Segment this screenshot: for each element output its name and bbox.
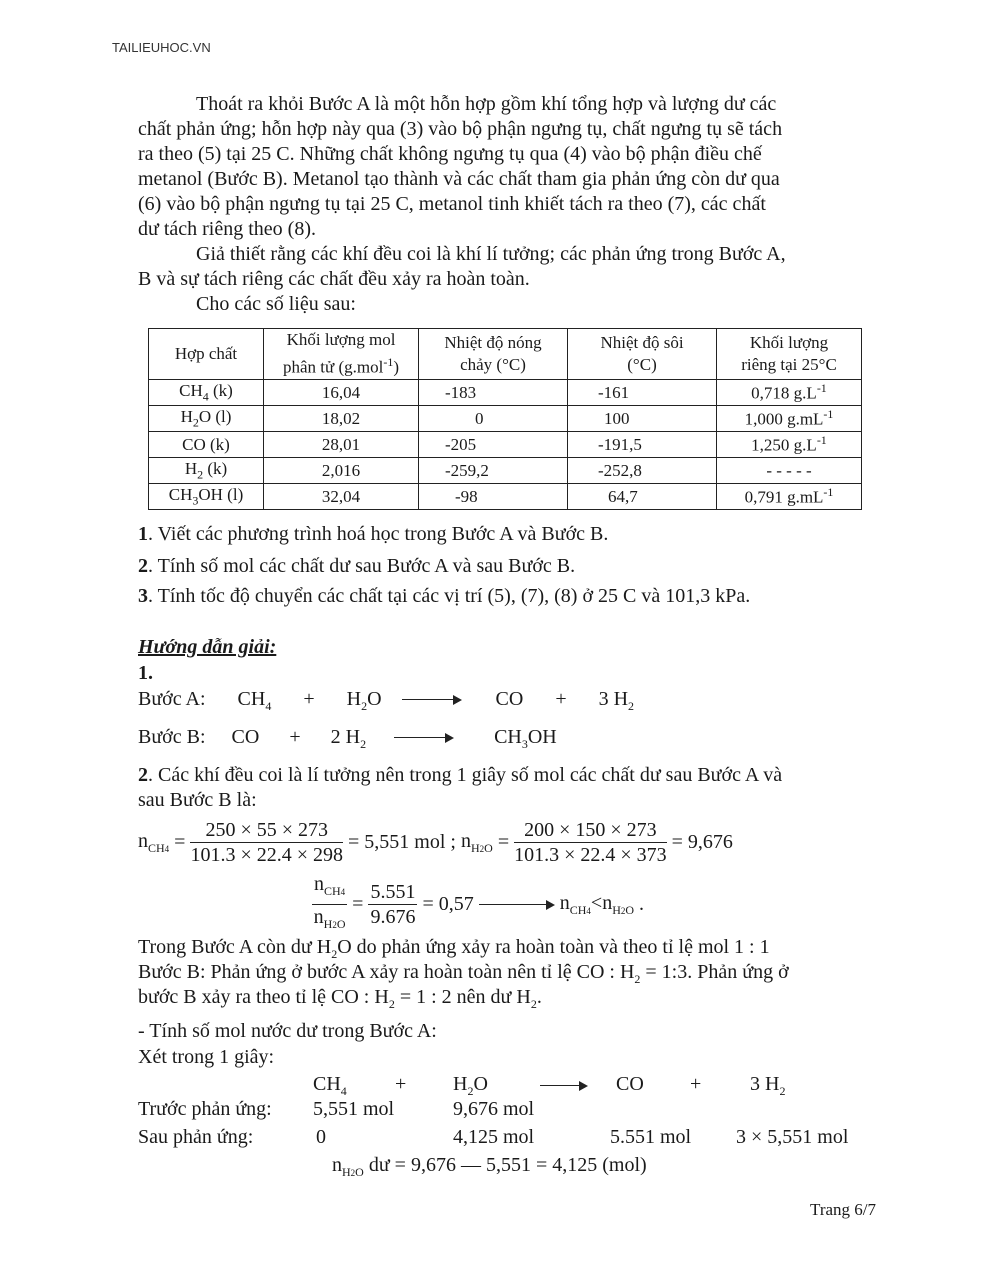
table-row	[149, 432, 862, 458]
stoich-co: CO	[616, 1073, 644, 1095]
header-text: riêng tại 25°C	[741, 355, 837, 374]
cell-density: 1,250 $g.L^{-1}$	[717, 432, 862, 458]
stoich-h2: 3 $H_2$	[750, 1073, 786, 1098]
cell-compound: $H_2$ (k)	[149, 458, 264, 484]
cell-boiling: -191,5	[568, 432, 717, 458]
text-line: (6) vào bộ phận ngưng tụ tại 25 C, metanol tinh khiết tách ra theo (7), các chất	[138, 193, 766, 215]
header-text: Nhiệt độ sôi	[600, 333, 684, 352]
reaction-arrow-icon	[394, 732, 454, 744]
solution-part-2-line-2: sau Bước B là:	[138, 789, 257, 811]
cell-density: 0,791 $g.mL^{-1}$	[717, 484, 862, 510]
table-row	[149, 380, 862, 406]
step-label: Bước B:	[138, 726, 206, 748]
cell-boiling: -252,8	[568, 458, 717, 484]
explanation-line-2: Bước B: Phản ứng ở bước A xảy ra hoàn toàn nên tỉ lệ CO : $H_2$ = 1:3. Phản ứng ở	[138, 961, 789, 986]
col-header-density	[717, 329, 862, 380]
compound-data-table	[148, 328, 862, 510]
cell-compound: $CH_4$ (k)	[149, 380, 264, 406]
fraction-h2o: $\frac{200 \times 150 \times 273}{101.3 \times 22.4 \times 373}$	[514, 819, 667, 866]
cell-molar-mass: 18,02	[264, 406, 419, 432]
header-text: )	[393, 357, 399, 377]
step-label: Bước A:	[138, 688, 206, 710]
after-h2o: 4,125 mol	[453, 1126, 535, 1148]
text-line: ra theo (5) tại 25 C. Những chất không ngưng tụ qua (4) vào bộ phận điều chế	[138, 143, 762, 165]
cell-molar-mass: 16,04	[264, 380, 419, 406]
mole-ratio: $\frac{n_{CH4}}{n_{H2O}}$ = $\frac{5.551}{9.676}$ = 0,57 $n_{CH4}<n_{H2O}$ .	[312, 872, 644, 937]
after-reaction-label: Sau phản ứng:	[138, 1126, 254, 1148]
text-line: Cho các số liệu sau:	[196, 293, 356, 315]
text-line: chất phản ứng; hỗn hợp này qua (3) vào bộ phận ngưng tụ, chất ngưng tụ sẽ tách	[138, 118, 783, 140]
explanation-line-1: Trong Bước A còn dư $H_2O$ do phản ứng xảy ra hoàn toàn và theo tỉ lệ mol 1 : 1	[138, 936, 770, 961]
table-row	[149, 406, 862, 432]
solution-title: Hướng dẫn giải:	[138, 636, 277, 658]
header-text: Khối lượng	[749, 333, 829, 352]
text-line: Giả thiết rằng các khí đều coi là khí lí tưởng; các phản ứng trong Bước A,	[196, 243, 786, 265]
mole-calculation: $n_{CH4}$ = $\frac{250 \times 55 \times 273}{101.3 \times 22.4 \times 298}$ = 5,551 mol ; $n_{H2O}$ = $\frac{200 \times 150 \times 273}{101.3 \times 22.4 \times 373}$ = 9,676	[138, 819, 733, 866]
site-header: TAILIEUHOC.VN	[112, 40, 211, 55]
intro-paragraph-2	[138, 242, 878, 292]
header-text: chảy (°C)	[460, 355, 526, 374]
solution-part-2-line-1: 2. Các khí đều coi là lí tưởng nên trong 1 giây số mol các chất dư sau Bước A và	[138, 764, 783, 786]
cell-melting: -183	[419, 380, 568, 406]
table-row	[149, 458, 862, 484]
water-excess-heading: - Tính số mol nước dư trong Bước A:	[138, 1020, 437, 1042]
explanation-line-3: bước B xảy ra theo tỉ lệ CO : $H_2 = 1$ : 2 nên dư $H_2$.	[138, 986, 542, 1011]
after-ch4: 0	[316, 1126, 326, 1148]
col-header-molar-mass	[264, 329, 419, 380]
cell-melting: -205	[419, 432, 568, 458]
text-line: B và sự tách riêng các chất đều xảy ra hoàn toàn.	[138, 268, 530, 290]
plus-sign: +	[690, 1073, 702, 1095]
cell-boiling: 64,7	[568, 484, 717, 510]
water-excess-result: $n_{H2O}$ dư = 9,676 — 5,551 = 4,125 (mol)	[332, 1154, 647, 1179]
text-line: Thoát ra khỏi Bước A là một hỗn hợp gồm khí tổng hợp và lượng dư các	[196, 93, 777, 115]
cell-molar-mass: 2,016	[264, 458, 419, 484]
cell-molar-mass: 32,04	[264, 484, 419, 510]
after-co: 5.551 mol	[610, 1126, 692, 1148]
header-sup: -1	[383, 355, 394, 370]
header-text: (°C)	[627, 355, 657, 374]
question-2: 2. Tính số mol các chất dư sau Bước A và sau Bước B.	[138, 555, 576, 577]
col-header-compound: Hợp chất	[149, 329, 264, 380]
header-text: Khối lượng mol	[286, 330, 396, 350]
intro-paragraph-3	[138, 292, 878, 317]
reaction-arrow-icon	[402, 694, 462, 706]
col-header-boiling-point	[568, 329, 717, 380]
solution-part-1-number: 1.	[138, 662, 153, 684]
cell-density: - - - - -	[717, 458, 862, 484]
cell-boiling: -161	[568, 380, 717, 406]
equation-step-a: Bước A: $CH_4 + H_2O$ CO + 3 $H_2$	[138, 688, 635, 713]
plus-sign: +	[395, 1073, 407, 1095]
text-line: dư tách riêng theo (8).	[138, 218, 316, 240]
after-h2: 3 × 5,551 mol	[736, 1126, 849, 1148]
per-second-note: Xét trong 1 giây:	[138, 1046, 275, 1068]
header-text: Nhiệt độ nóng	[444, 333, 542, 352]
equation-step-b: Bước B: CO + 2 $H_2$ $CH_3OH$	[138, 726, 557, 751]
stoich-equation-row: $CH_4$	[313, 1073, 347, 1098]
cell-compound: $H_2O$ (l)	[149, 406, 264, 432]
cell-density: 0,718 $g.L^{-1}$	[717, 380, 862, 406]
cell-melting: 0	[419, 406, 568, 432]
fraction-ratio-symbols: $\frac{n_{CH4}}{n_{H2O}}$	[313, 873, 346, 931]
intro-paragraph-1	[138, 92, 878, 242]
fraction-ratio-values: $\frac{5.551}{9.676}$	[370, 881, 416, 928]
cell-melting: -259,2	[419, 458, 568, 484]
cell-boiling: 100	[568, 406, 717, 432]
cell-compound: CO (k)	[149, 432, 264, 458]
cell-melting: -98	[419, 484, 568, 510]
table-header-row	[149, 329, 862, 380]
text-line: metanol (Bước B). Metanol tạo thành và các chất tham gia phản ứng còn dư qua	[138, 168, 780, 190]
question-3: 3. Tính tốc độ chuyển các chất tại các vị trí (5), (7), (8) ở 25 C và 101,3 kPa.	[138, 585, 751, 607]
before-ch4: 5,551 mol	[313, 1098, 395, 1120]
cell-molar-mass: 28,01	[264, 432, 419, 458]
table-row	[149, 484, 862, 510]
before-reaction-label: Trước phản ứng:	[138, 1098, 272, 1120]
reaction-arrow-icon	[540, 1077, 588, 1095]
stoich-h2o: $H_2O$	[453, 1073, 488, 1098]
fraction-ch4: $\frac{250 \times 55 \times 273}{101.3 \times 22.4 \times 298}$	[190, 819, 344, 866]
cell-compound: $CH_3OH$ (l)	[149, 484, 264, 510]
page-number: Trang 6/7	[810, 1200, 876, 1219]
col-header-melting-point	[419, 329, 568, 380]
question-1: 1. Viết các phương trình hoá học trong Bước A và Bước B.	[138, 523, 609, 545]
cell-density: 1,000 $g.mL^{-1}$	[717, 406, 862, 432]
implies-arrow-icon	[479, 899, 555, 911]
header-text: phân tử (g.mol	[282, 357, 384, 377]
before-h2o: 9,676 mol	[453, 1098, 535, 1120]
